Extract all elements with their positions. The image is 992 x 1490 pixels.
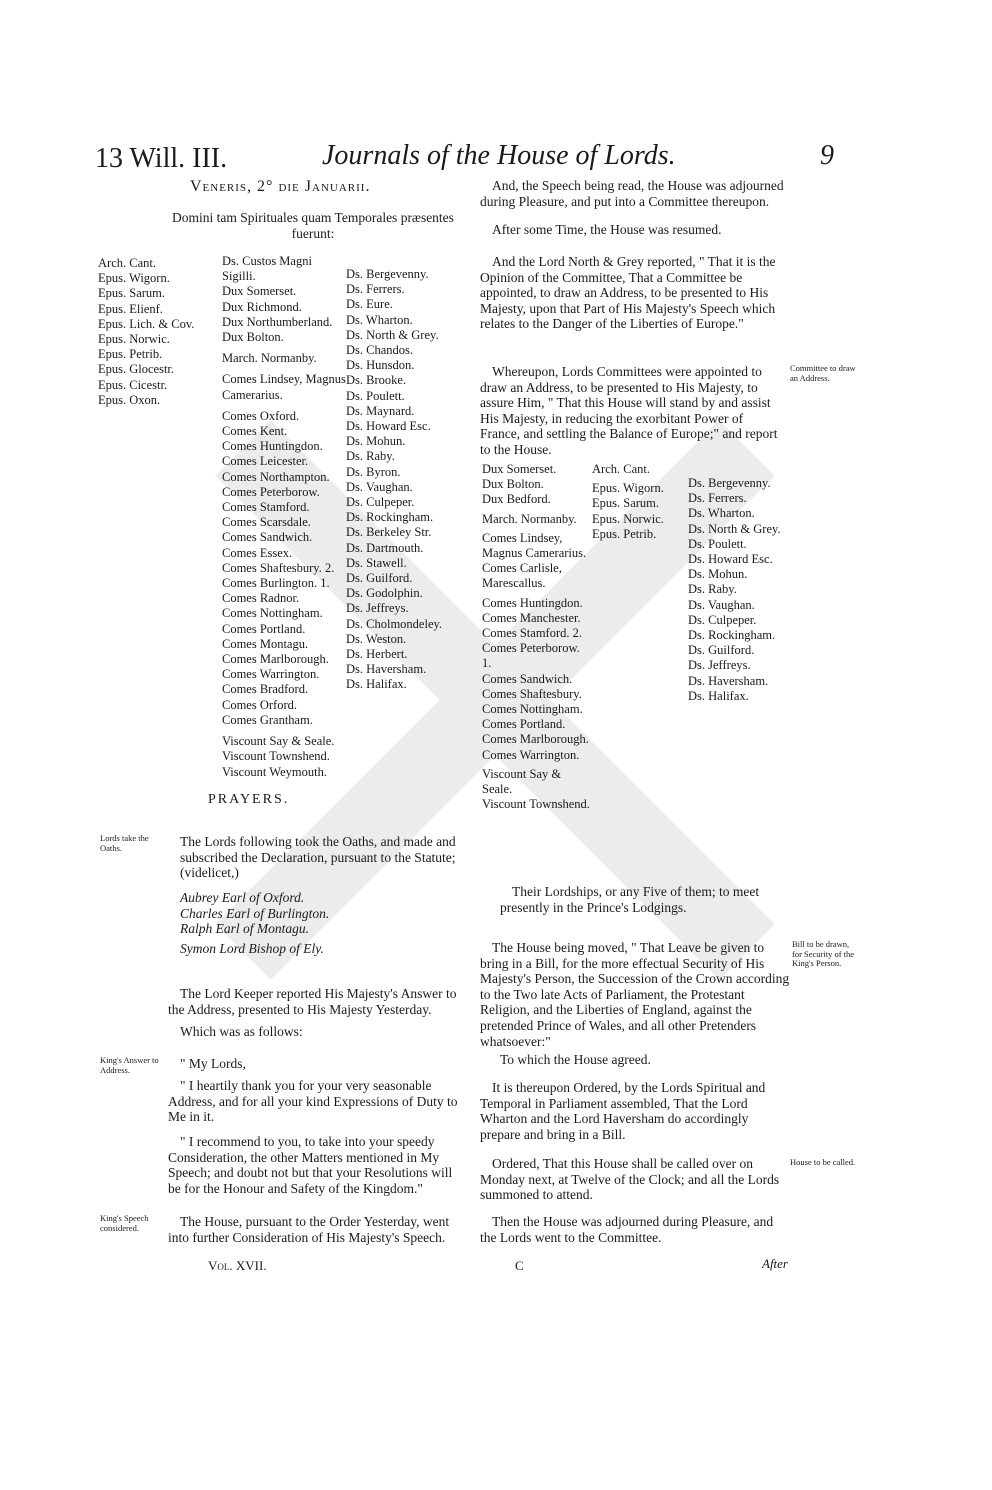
answer-paragraph-1: " I heartily thank you for your very seasonable Address, and for all your kind Expressions of Duty to Me in it. (168, 1078, 458, 1125)
answer-salutation: " My Lords, (180, 1056, 246, 1071)
list-item: Epus. Lich. & Cov. (98, 316, 195, 331)
list-item: Ds. Bergevenny. (346, 267, 429, 281)
list-item: Dux Bedford. (482, 492, 551, 507)
list-item: Ds. Ferrers. (346, 282, 405, 297)
list-item: Ds. Hunsdon. (346, 358, 415, 373)
paragraph-adjourned: Then the House was adjourned during Pleasure, and the Lords went to the Committee. (480, 1214, 774, 1245)
list-item: Ds. Custos Magni Sigilli. (222, 254, 312, 284)
list-item: Ds. Haversham. (688, 673, 769, 688)
list-item: Ds. Mohun. (346, 434, 406, 449)
list-item: Comes Portland. (482, 717, 566, 732)
list-item: Comes Portland. (222, 621, 306, 636)
list-item: Ds. Jeffreys. (346, 601, 409, 616)
margin-note-oaths: Lords take the Oaths. (100, 833, 149, 853)
list-item: Ds. Poulett. (688, 536, 747, 551)
list-item: March. Normanby. (482, 511, 577, 526)
list-item: Ds. Bergevenny. (688, 476, 771, 490)
list-item: Comes Lindsey, Magnus Camerarius. (482, 530, 587, 561)
list-item: Comes Orford. (222, 697, 297, 712)
margin-note-answer: King's Answer to Address. (100, 1055, 159, 1075)
list-item: Comes Peterborow. (222, 484, 320, 499)
list-item: Dux Somerset. (482, 462, 557, 476)
keeper-paragraph: The Lord Keeper reported His Majesty's Answer to the Address, presented to His Majesty Yesterday. (168, 986, 457, 1017)
paragraph-bill-motion: The House being moved, " That Leave be given to bring in a Bill, for the more effectual Security of His Majesty's Person, the Succession of the Crown according to the Two late Acts of Parliament, the Protestant Religion, and the Liberties of England, against the pretended Prince of Wales, and all other Pretenders whatsoever:" (480, 940, 790, 1049)
list-item: Comes Oxford. (222, 408, 300, 423)
oath-names (180, 890, 460, 956)
list-item: Comes Kent. (222, 424, 288, 439)
attendance-line: Domini tam Spirituales quam Temporales præsentes fuerunt: (172, 210, 454, 241)
list-item: Dux Northumberland. (222, 314, 333, 329)
list-item: Comes Carlisle, Marescallus. (482, 561, 562, 591)
running-head-title: Journals of the House of Lords. (322, 140, 676, 171)
list-item: Ds. Haversham. (346, 662, 427, 677)
volume-signature: Vol. XVII. (208, 1258, 267, 1273)
speech-paragraph: The House, pursuant to the Order Yesterday, went into further Consideration of His Majesty's Speech. (168, 1214, 450, 1245)
list-item: Ds. Guilford. (688, 643, 755, 658)
list-item: Dux Richmond. (222, 299, 302, 314)
list-item: Comes Shaftesbury. 2. (222, 560, 335, 575)
margin-note-house-called: House to be called. (790, 1157, 856, 1167)
attendance-col-peers (222, 254, 346, 780)
list-item: Comes Grantham. (222, 712, 313, 727)
list-item: Ds. Godolphin. (346, 586, 423, 601)
list-item: Ds. Eure. (346, 297, 393, 312)
list-item: March. Normanby. (222, 351, 317, 366)
list-item: Ds. Halifax. (688, 688, 749, 703)
list-item: Epus. Norwic. (592, 511, 664, 526)
list-item: Comes Manchester. (482, 610, 581, 625)
list-item: Ralph Earl of Montagu. (180, 921, 309, 937)
margin-note-speech: King's Speech considered. (100, 1213, 149, 1233)
paragraph-house-agreed: To which the House agreed. (500, 1052, 651, 1067)
list-item: Ds. North & Grey. (346, 327, 439, 342)
list-item: Epus. Oxon. (98, 392, 161, 407)
list-item: Ds. Rockingham. (688, 628, 776, 643)
list-item: Viscount Say & Seale. (482, 766, 562, 797)
list-item: Comes Shaftesbury. (482, 686, 582, 701)
list-item: Ds. Brooke. (346, 373, 407, 388)
list-item: Ds. Culpeper. (346, 495, 415, 510)
list-item: Epus. Petrib. (98, 347, 163, 362)
list-item: Comes Essex. (222, 545, 293, 560)
list-item: Dux Somerset. (222, 284, 297, 299)
list-item: Ds. Vaughan. (688, 597, 755, 612)
list-item: Epus. Wigorn. (98, 271, 170, 286)
list-item: Ds. Culpeper. (688, 612, 757, 627)
committee-col-barons (688, 476, 788, 704)
list-item: Comes Bradford. (222, 682, 309, 697)
list-item: Ds. Maynard. (346, 403, 415, 418)
list-item: Ds. Guilford. (346, 571, 413, 586)
list-item: Ds. Halifax. (346, 677, 407, 692)
list-item: Epus. Wigorn. (592, 481, 664, 496)
list-item: Ds. Wharton. (346, 312, 413, 327)
list-item: Ds. Raby. (688, 582, 737, 597)
list-item: Comes Northampton. (222, 469, 330, 484)
list-item: Epus. Norwic. (98, 332, 170, 347)
list-item: Epus. Sarum. (98, 286, 166, 301)
list-item: Dux Bolton. (482, 477, 544, 492)
list-item: Aubrey Earl of Oxford. (180, 890, 305, 905)
list-item: Comes Montagu. (222, 636, 309, 651)
list-item: Ds. North & Grey. (688, 521, 781, 536)
list-item: Ds. Chandos. (346, 343, 414, 358)
list-item: Epus. Glocestr. (98, 362, 175, 377)
list-item: Comes Marlborough. (482, 732, 589, 747)
list-item: Epus. Sarum. (592, 496, 660, 511)
list-item: Ds. Howard Esc. (346, 419, 431, 434)
paragraph-north-grey-report: And the Lord North & Grey reported, " That it is the Opinion of the Committee, That a Committee be appointed, to draw an Address, to be presented to His Majesty, upon that Part of His Majesty's Speech which relates to the Danger of the Liberties of Europe." (480, 254, 776, 332)
paragraph-speech-read: And, the Speech being read, the House was adjourned during Pleasure, and put into a Committee thereupon. (480, 178, 784, 209)
margin-note-committee: Committee to draw an Address. (790, 363, 856, 383)
list-item: Comes Warrington. (482, 747, 580, 762)
paragraph-meet-lodgings: Their Lordships, or any Five of them; to meet presently in the Prince's Lodgings. (500, 884, 760, 915)
list-item: Comes Warrington. (222, 667, 320, 682)
list-item: Ds. Ferrers. (688, 491, 747, 506)
list-item: Dux Bolton. (222, 330, 284, 345)
catchword: After (762, 1256, 788, 1271)
list-item: Ds. Jeffreys. (688, 658, 751, 673)
list-item: Comes Stamford. (222, 500, 310, 515)
list-item: Epus. Elienf. (98, 301, 163, 316)
attendance-col-barons (346, 267, 442, 693)
date-line: Veneris, 2° die Januarii. (190, 178, 371, 195)
list-item: Ds. Berkeley Str. (346, 525, 432, 540)
list-item: Ds. Herbert. (346, 647, 408, 662)
list-item: Comes Scarsdale. (222, 515, 311, 530)
list-item: Comes Peterborow. 1. (482, 641, 580, 671)
list-item: Ds. Poulett. (346, 388, 405, 403)
list-item: Viscount Townshend. (222, 749, 330, 764)
list-item: Ds. Rockingham. (346, 510, 434, 525)
list-item: Viscount Townshend. (482, 797, 590, 812)
margin-note-bill: Bill to be drawn, for Security of the King's Person. (792, 939, 855, 968)
list-item: Comes Stamford. 2. (482, 626, 582, 641)
list-item: Ds. Howard Esc. (688, 552, 773, 567)
list-item: Ds. Dartmouth. (346, 540, 424, 555)
paragraph-house-resumed: After some Time, the House was resumed. (492, 222, 722, 237)
list-item: Viscount Weymouth. (222, 764, 327, 779)
list-item: Comes Burlington. 1. (222, 576, 330, 591)
signature-mark: C (515, 1258, 524, 1273)
list-item: Epus. Petrib. (592, 526, 657, 541)
which-line: Which was as follows: (180, 1024, 303, 1039)
list-item: Comes Leicester. (222, 454, 309, 469)
attendance-col-bishops (98, 256, 194, 408)
list-item: Arch. Cant. (592, 462, 650, 476)
list-item: Symon Lord Bishop of Ely. (180, 940, 324, 956)
list-item: Viscount Say & Seale. (222, 734, 335, 749)
list-item: Comes Huntingdon. (482, 595, 583, 610)
list-item: Ds. Cholmondeley. (346, 616, 443, 631)
list-item: Ds. Byron. (346, 464, 401, 479)
list-item: Comes Huntingdon. (222, 439, 323, 454)
list-item: Ds. Mohun. (688, 567, 748, 582)
list-item: Epus. Cicestr. (98, 377, 168, 392)
answer-paragraph-2: " I recommend to you, to take into your speedy Consideration, the other Matters mentioned in My Speech; and doubt not but that your Resolutions will be for the Honour and Safety of the Kingdom." (168, 1134, 453, 1196)
paragraph-committee-appointed: Whereupon, Lords Committees were appointed to draw an Address, to be presented to His Majesty, to assure Him, " That this House will stand by and assist His Majesty, in reducing the exorbitant Power of France, and settling the Balance of Europe;" and report to the House. (480, 364, 778, 457)
list-item: Comes Sandwich. (482, 671, 573, 686)
list-item: Comes Lindsey, Magnus Camerarius. (222, 372, 346, 402)
committee-col-peers (482, 462, 590, 812)
oaths-paragraph: The Lords following took the Oaths, and made and subscribed the Declaration, pursuant to the Statute; (videlicet,) (180, 834, 456, 881)
list-item: Ds. Stawell. (346, 555, 407, 570)
list-item: Comes Sandwich. (222, 530, 313, 545)
list-item: Ds. Raby. (346, 449, 395, 464)
paragraph-ordered-callover: Ordered, That this House shall be called over on Monday next, at Twelve of the Clock; and all the Lords summoned to attend. (480, 1156, 780, 1203)
list-item: Comes Nottingham. (482, 702, 583, 717)
list-item: Comes Radnor. (222, 591, 300, 606)
paragraph-ordered-bill: It is thereupon Ordered, by the Lords Spiritual and Temporal in Parliament assembled, That the Lord Wharton and the Lord Haversham do accordingly prepare and bring in a Bill. (480, 1080, 766, 1142)
list-item: Comes Marlborough. (222, 652, 329, 667)
list-item: Charles Earl of Burlington. (180, 905, 330, 921)
running-head-left: 13 Will. III. (95, 143, 228, 174)
page-number: 9 (820, 140, 834, 171)
list-item: Arch. Cant. (98, 256, 156, 270)
committee-col-bishops (592, 462, 664, 542)
prayers-heading: PRAYERS. (208, 792, 290, 807)
list-item: Ds. Wharton. (688, 506, 755, 521)
list-item: Ds. Vaughan. (346, 479, 413, 494)
list-item: Comes Nottingham. (222, 606, 323, 621)
list-item: Ds. Weston. (346, 631, 407, 646)
